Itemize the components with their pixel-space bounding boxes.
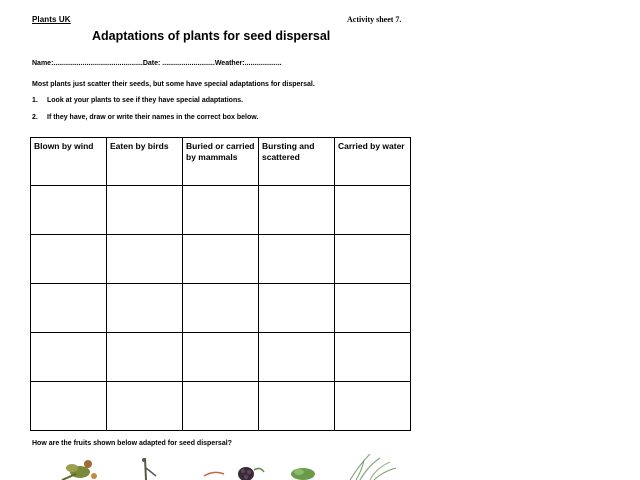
table-cell[interactable] [259,382,335,431]
table-cell[interactable] [259,333,335,382]
intro-text: Most plants just scatter their seeds, but some have special adaptations for dispersal. [32,81,315,88]
table-cell[interactable] [335,284,411,333]
blackberry-icon [200,462,270,480]
table-row [31,284,411,333]
column-header-bursting: Bursting and scattered [259,138,335,186]
table-cell[interactable] [259,235,335,284]
burdock-icon [288,464,318,480]
table-row [31,333,411,382]
table-cell[interactable] [31,235,107,284]
column-header-birds: Eaten by birds [107,138,183,186]
dispersal-table [30,137,411,431]
column-header-mammals: Buried or carried by mammals [183,138,259,186]
table-cell[interactable] [107,235,183,284]
table-cell[interactable] [183,333,259,382]
step-number: 1. [32,97,38,104]
fruit-question: How are the fruits shown below adapted for seed dispersal? [32,440,232,447]
table-cell[interactable] [31,382,107,431]
dandelion-stem-icon [130,458,160,480]
step-text: Look at your plants to see if they have special adaptations. [47,97,244,104]
table-cell[interactable] [183,382,259,431]
column-header-water: Carried by water [335,138,411,186]
table-cell[interactable] [107,284,183,333]
table-header-row [31,138,411,186]
step-text: If they have, draw or write their names in the correct box below. [47,114,259,121]
table-cell[interactable] [183,235,259,284]
table-cell[interactable] [107,186,183,235]
grass-seed-icon [340,454,400,480]
table-cell[interactable] [31,333,107,382]
table-cell[interactable] [335,235,411,284]
table-cell[interactable] [335,186,411,235]
table-cell[interactable] [183,284,259,333]
table-cell[interactable] [259,186,335,235]
step-number: 2. [32,114,38,121]
activity-sheet-label: Activity sheet 7. [347,15,402,24]
table-row [31,186,411,235]
table-cell[interactable] [183,186,259,235]
table-cell[interactable] [335,333,411,382]
table-cell[interactable] [31,186,107,235]
instruction-step [32,114,258,121]
table-cell[interactable] [107,333,183,382]
table-row [31,382,411,431]
table-cell[interactable] [335,382,411,431]
table-cell[interactable] [31,284,107,333]
table-row [31,235,411,284]
instruction-step [32,97,243,104]
brand-label: Plants UK [32,15,71,24]
column-header-wind: Blown by wind [31,138,107,186]
sycamore-seed-icon [58,456,108,480]
table-cell[interactable] [107,382,183,431]
page-title: Adaptations of plants for seed dispersal [92,29,331,43]
name-date-weather-line: Name:..............................................Date: ...........................Weather:................... [32,60,282,67]
table-cell[interactable] [259,284,335,333]
